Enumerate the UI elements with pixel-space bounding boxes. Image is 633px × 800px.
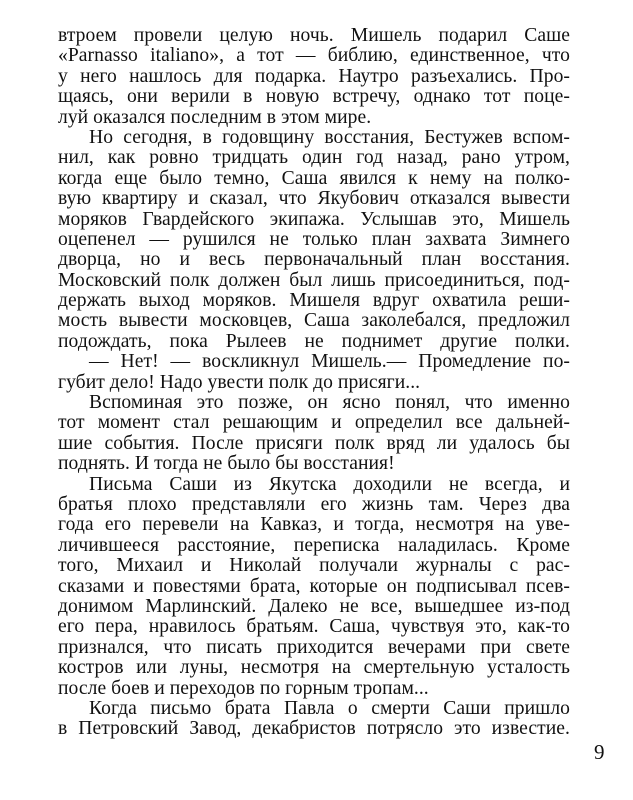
page-number: 9 — [594, 740, 605, 764]
text-column — [58, 26, 570, 740]
text-line: его пера, нравилось братьям. Саша, чувствуя это, как-то — [58, 616, 570, 638]
text-line: донимом Марлинский. Далеко не все, вышедшее из-под — [58, 595, 570, 617]
text-line: признался, что писать приходится вечерами при свете — [58, 636, 570, 658]
paragraph-start-line: Письма Саши из Якутска доходили не всегда, и — [89, 473, 570, 495]
text-line: того, Михаил и Николай получали журналы с рас- — [58, 555, 570, 577]
dialogue-line: — Нет! — воскликнул Мишель.— Промедление по- — [89, 351, 570, 373]
text-line: после боев и переходов по горным тропам... — [58, 677, 429, 699]
text-line: в Петровский Завод, декабристов потрясло это известие. — [58, 718, 570, 740]
text-line: подождать, пока Рылеев не поднимет другие полки. — [58, 330, 570, 352]
text-line: «Parnasso italiano», а тот — библию, единственное, что — [58, 45, 570, 67]
text-line: шие события. После присяги полк вряд ли удалось бы — [58, 432, 570, 454]
text-line: Московский полк должен был лишь присоединиться, под- — [58, 269, 570, 291]
paragraph-start-line: Но сегодня, в годовщину восстания, Бестужев вспом- — [89, 126, 570, 148]
text-line: моряков Гвардейского экипажа. Услышав это, Мишель — [58, 208, 570, 230]
paragraph-start-line: Когда письмо брата Павла о смерти Саши пришло — [89, 697, 570, 719]
text-line: держать выход моряков. Мишеля вдруг охватила реши- — [58, 290, 570, 312]
text-line: когда еще было темно, Саша явился к нему на полко- — [58, 167, 570, 189]
text-line: луй оказался последним в этом мире. — [58, 106, 372, 128]
text-line: братья плохо представляли его жизнь там. Через два — [58, 493, 570, 515]
text-line: года его перевели на Кавказ, и тогда, несмотря на уве- — [58, 514, 570, 536]
text-line: вую квартиру и сказал, что Якубович отказался вывести — [58, 188, 570, 210]
text-line: поднять. И тогда не было бы восстания! — [58, 453, 395, 475]
text-line: костров или луны, несмотря на смертельную усталость — [58, 657, 570, 679]
text-line: мость вывести московцев, Саша заколебался, предложил — [58, 310, 570, 332]
text-line: щаясь, они верили в новую встречу, однако тот поце- — [58, 86, 570, 108]
text-line: дворца, но и весь первоначальный план восстания. — [58, 249, 570, 271]
text-line: втроем провели целую ночь. Мишель подарил Саше — [58, 25, 570, 46]
text-line: сказами и повестями брата, которые он подписывал псев- — [58, 575, 570, 597]
text-line: оцепенел — рушился не только план захвата Зимнего — [58, 228, 570, 250]
text-line: губит дело! Надо увести полк до присяги... — [58, 371, 421, 393]
text-line: у него нашлось для подарка. Наутро разъехались. Про- — [58, 65, 570, 87]
text-line: тот момент стал решающим и определил все дальней- — [58, 412, 570, 434]
text-line: нил, как ровно тридцать один год назад, рано утром, — [58, 147, 570, 169]
paragraph-start-line: Вспоминая это позже, он ясно понял, что именно — [89, 392, 570, 414]
text-line: личившееся расстояние, переписка наладилась. Кроме — [58, 534, 570, 556]
